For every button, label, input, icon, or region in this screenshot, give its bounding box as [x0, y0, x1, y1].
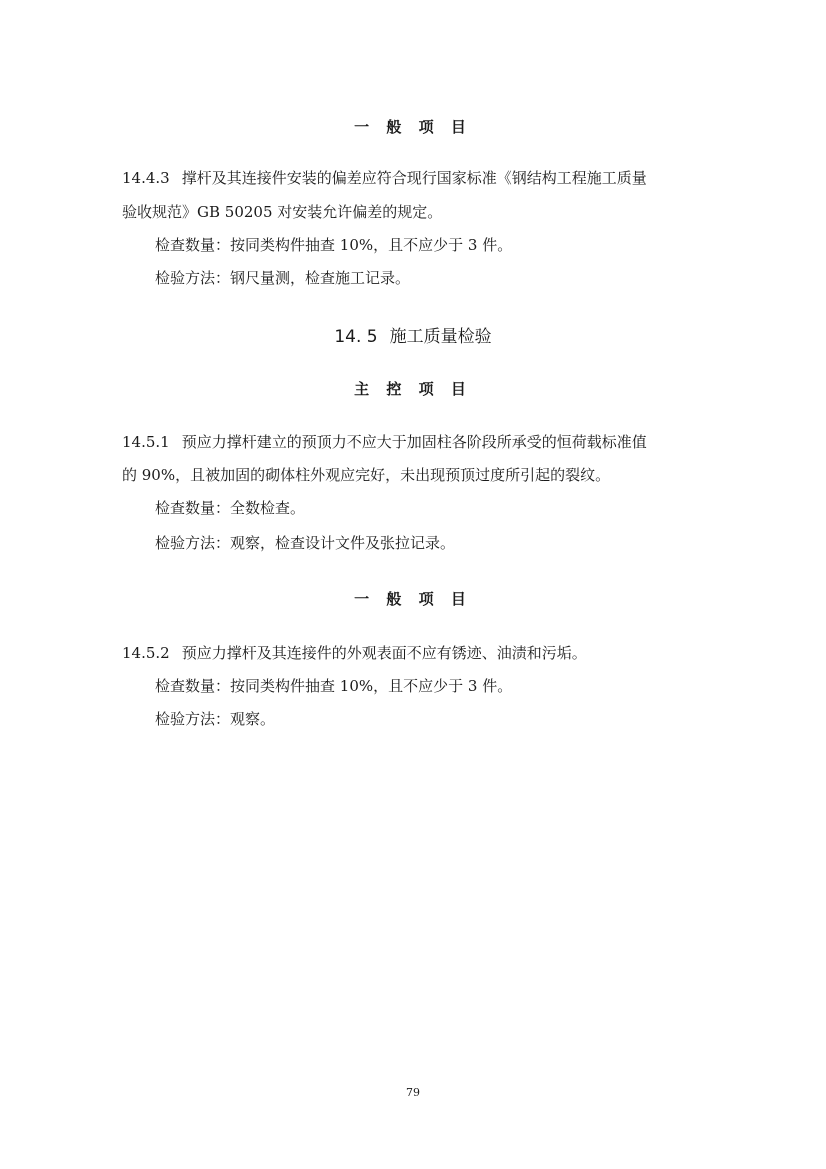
clause-14-5-1-line-2: 的 90%，且被加固的砌体柱外观应完好，未出现预顶过度所引起的裂纹。: [122, 466, 611, 484]
page-number: 79: [406, 1086, 420, 1099]
clause-14-5-2-check-quantity: 检查数量：按同类构件抽查 10%，且不应少于 3 件。: [155, 677, 513, 695]
clause-14-5-2-number: 14.5.2: [122, 644, 170, 662]
general-items-heading-2: 一 般 项 目: [354, 590, 472, 608]
clause-14-5-2-line-1: [122, 643, 722, 663]
clause-14-4-3-text-1: 撑杆及其连接件安装的偏差应符合现行国家标准《钢结构工程施工质量: [181, 169, 647, 187]
main-control-items-heading: 主 控 项 目: [354, 380, 472, 398]
clause-14-5-2-check-method: 检验方法：观察。: [155, 710, 276, 728]
clause-14-4-3-check-quantity: 检查数量：按同类构件抽查 10%，且不应少于 3 件。: [155, 236, 513, 254]
clause-14-5-1-check-method: 检验方法：观察，检查设计文件及张拉记录。: [155, 534, 456, 552]
clause-14-5-1-number: 14.5.1: [122, 433, 170, 451]
general-items-heading-1: 一 般 项 目: [354, 118, 472, 136]
clause-14-5-1-check-quantity: 检查数量：全数检查。: [155, 499, 306, 517]
clause-14-4-3-line-2: 验收规范》GB 50205 对安装允许偏差的规定。: [122, 203, 443, 221]
clause-14-5-1-text-1: 预应力撑杆建立的预顶力不应大于加固柱各阶段所承受的恒荷载标准值: [181, 433, 647, 451]
section-14-5-number: 14. 5: [334, 327, 378, 347]
clause-14-5-1-line-1: [122, 432, 722, 452]
section-14-5-text: 施工质量检验: [389, 327, 492, 347]
clause-14-4-3-line-1: [122, 168, 722, 188]
clause-14-5-2-text-1: 预应力撑杆及其连接件的外观表面不应有锈迹、油渍和污垢。: [181, 644, 587, 662]
clause-14-4-3-number: 14.4.3: [122, 169, 170, 187]
clause-14-4-3-check-method: 检验方法：钢尺量测，检查施工记录。: [155, 269, 411, 287]
section-14-5-title: [0, 322, 826, 347]
